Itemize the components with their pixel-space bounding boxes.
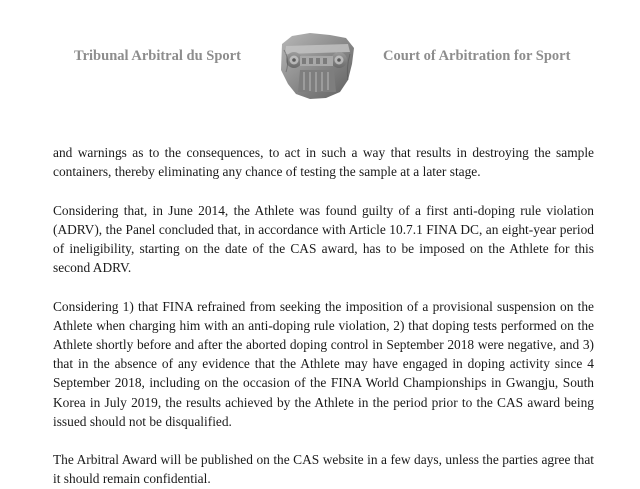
document-body <box>53 143 594 489</box>
paragraph: and warnings as to the consequences, to act in such a way that results in destroying the sample containers, thereby eliminating any chance of testing the sample at a later stage. <box>53 145 594 180</box>
paragraph: Considering that, in June 2014, the Athlete was found guilty of a first anti-doping rule violation (ADRV), the Panel concluded that, in accordance with Article 10.7.1 FINA DC, an eight-year period of ineligibility, starting on the date of the CAS award, has to be imposed on the Athlete for this second ADRV. <box>53 202 594 276</box>
paragraph: Considering 1) that FINA refrained from seeking the imposition of a provisional suspension on the Athlete when charging him with an anti-doping rule violation, 2) that doping tests performed on the Athlete shortly before and after the aborted doping control in September 2018 were negative, and 3) that in the absence of any evidence that the Athlete may have engaged in doping activity since 4 September 2018, including on the occasion of the FINA World Championships in Gwangju, South Korea in July 2019, the results achieved by the Athlete in the period prior to the CAS award being issued should not be disqualified. <box>53 298 594 429</box>
paragraph: The Arbitral Award will be published on the CAS website in a few days, unless the parties agree that it should remain confidential. <box>53 452 594 487</box>
letterhead-english-title: Court of Arbitration for Sport <box>383 48 571 64</box>
cas-column-capital-logo <box>276 30 358 102</box>
letterhead-french-title: Tribunal Arbitral du Sport <box>74 48 241 64</box>
letterhead <box>0 0 640 120</box>
